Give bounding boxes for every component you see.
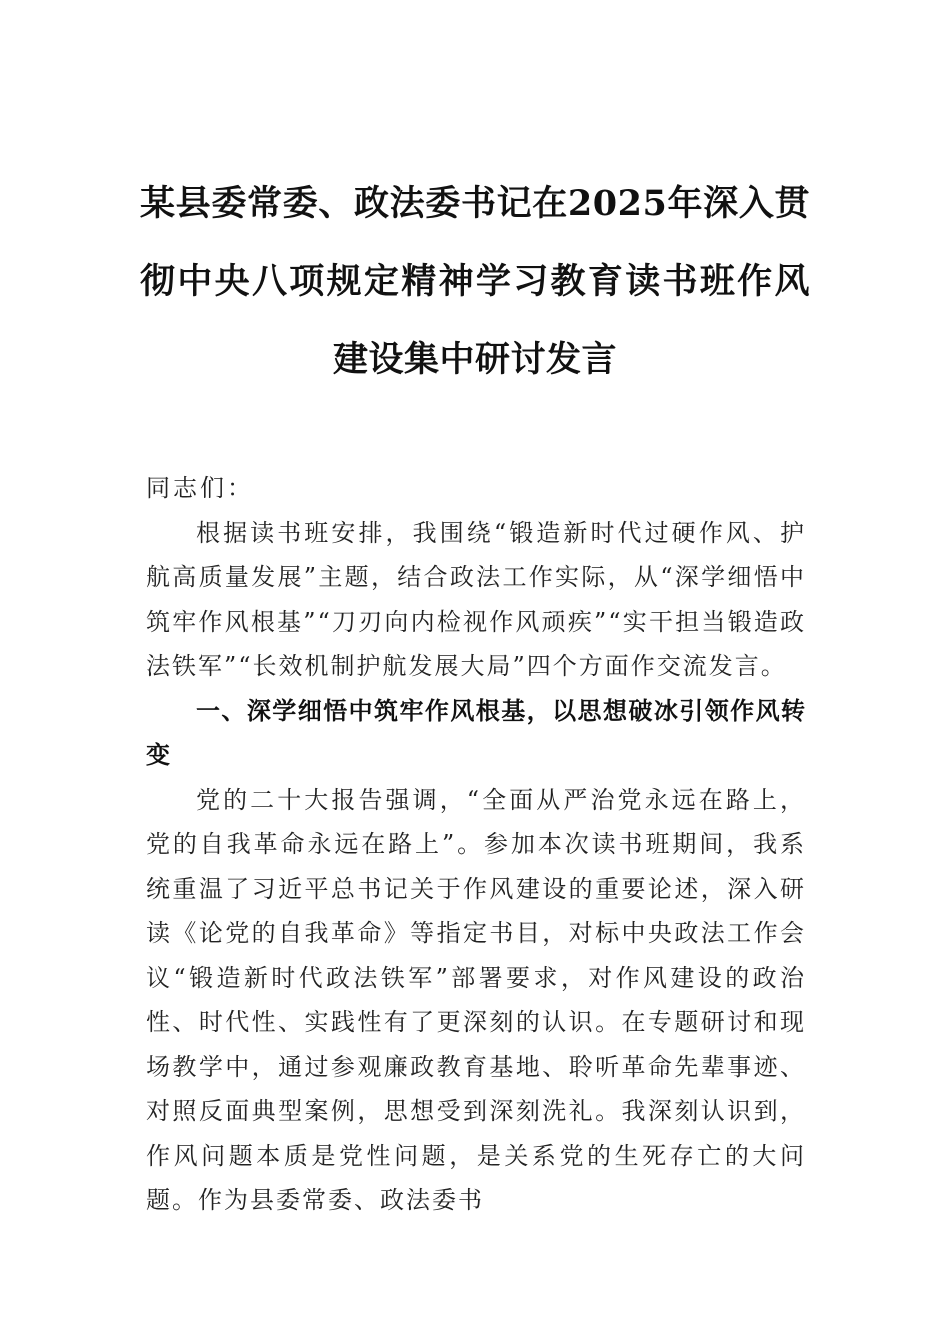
section-1-heading: 一、深学细悟中筑牢作风根基，以思想破冰引领作风转变 [146, 696, 806, 769]
document-title: 某县委常委、政法委书记在2025年深入贯彻中央八项规定精神学习教育读书班作风建设集中研讨发言 [140, 183, 810, 380]
intro-paragraph: 根据读书班安排，我围绕“锻造新时代过硬作风、护航高质量发展”主题，结合政法工作实际，从“深学细悟中筑牢作风根基”“刀刃向内检视作风顽疾”“实干担当锻造政法铁军”“长效机制护航发展大局”四个方面作交流发言。 [146, 518, 806, 680]
document-body [146, 466, 806, 1223]
salutation: 同志们： [146, 474, 254, 502]
section-1-paragraph: 党的二十大报告强调，“全面从严治党永远在路上，党的自我革命永远在路上”。参加本次读书班期间，我系统重温了习近平总书记关于作风建设的重要论述，深入研读《论党的自我革命》等指定书目，对标中央政法工作会议“锻造新时代政法铁军”部署要求，对作风建设的政治性、时代性、实践性有了更深刻的认识。在专题研讨和现场教学中，通过参观廉政教育基地、聆听革命先辈事迹、对照反面典型案例，思想受到深刻洗礼。我深刻认识到，作风问题本质是党性问题，是关系党的生死存亡的大问题。作为县委常委、政法委书 [146, 785, 806, 1214]
